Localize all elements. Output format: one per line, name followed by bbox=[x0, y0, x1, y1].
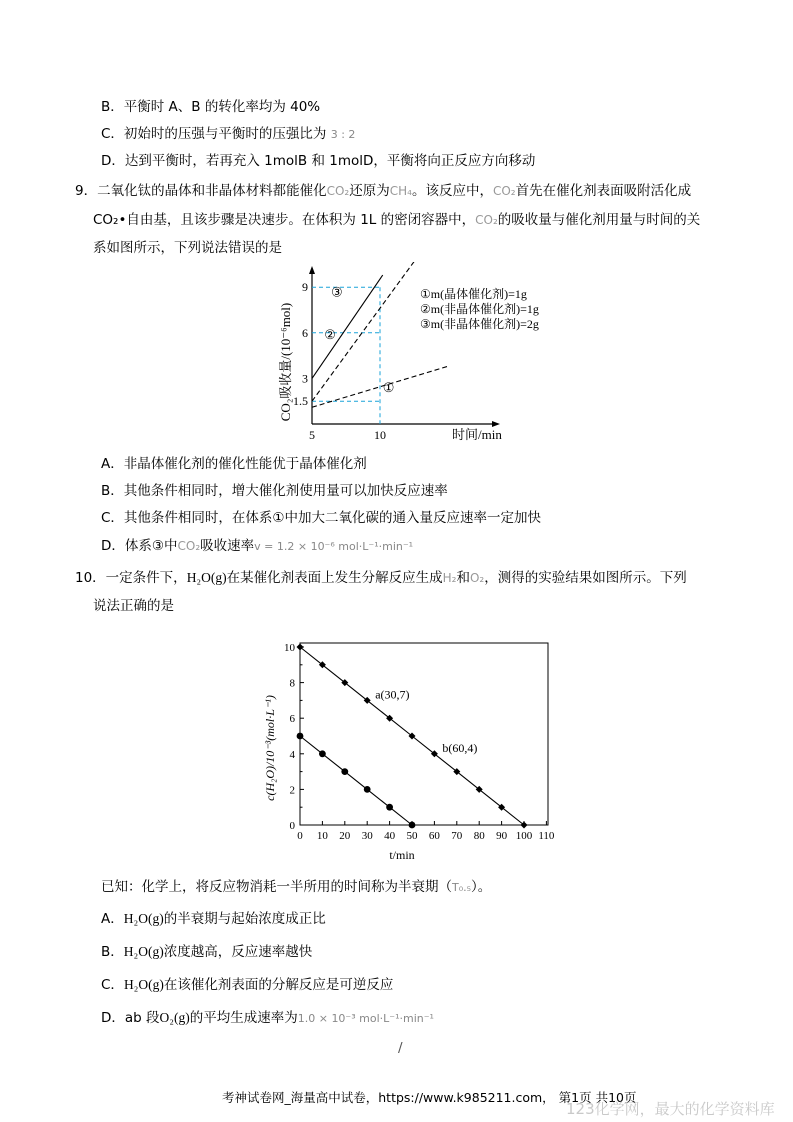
q9-option-a: A．非晶体催化剂的催化性能优于晶体催化剂 bbox=[101, 456, 367, 472]
chart1-y-arrow bbox=[309, 266, 315, 274]
chart1-series-label-2: ② bbox=[324, 326, 336, 342]
q10-stem-text: 和 bbox=[456, 570, 470, 586]
chart2-annotation-a: a(30,7) bbox=[375, 687, 410, 702]
chart1-legend-2: ②m(非晶体催化剂)=1g bbox=[420, 302, 539, 316]
q9-rate-formula: v = 1.2 × 10⁻⁶ mol·L⁻¹·min⁻¹ bbox=[254, 540, 414, 553]
chart2-point bbox=[386, 804, 393, 811]
chart1-legend-1: ①m(晶体催化剂)=1g bbox=[420, 287, 527, 301]
q10-option-d bbox=[101, 1008, 434, 1029]
chart2-x-label: t/min bbox=[389, 848, 415, 862]
chart1-series-label-3: ③ bbox=[331, 284, 343, 300]
chart1-x-tick-label: 5 bbox=[309, 428, 315, 442]
h2o-concentration-chart bbox=[262, 628, 562, 866]
q10-option-a bbox=[101, 909, 326, 929]
chart2-y-tick-label: 8 bbox=[289, 677, 295, 690]
chart1-y-tick-label: 6 bbox=[302, 325, 308, 340]
q10-option-d-prefix: D．ab 段 bbox=[101, 1010, 160, 1026]
q10-t05: T₀.₅ bbox=[452, 881, 472, 894]
chart2-x-tick-label: 90 bbox=[496, 830, 508, 842]
q8-option-d: D．达到平衡时，若再充入 1molB 和 1molD，平衡将向正反应方向移动 bbox=[101, 153, 536, 169]
chart2-x-tick-label: 60 bbox=[428, 830, 440, 842]
q9-co2: CO₂ bbox=[475, 213, 498, 227]
q9-stem-line1 bbox=[75, 181, 691, 201]
q9-stem-text: 9．二氧化钛的晶体和非晶体材料都能催化 bbox=[75, 183, 327, 199]
q8-option-b: B．平衡时 A、B 的转化率均为 40% bbox=[101, 99, 321, 115]
q8-option-c-text: C．初始时的压强与平衡时的压强比为 bbox=[101, 126, 327, 142]
chart2-frame bbox=[300, 643, 548, 825]
chart2-y-label: c(H₂O)/10⁻³(mol·L⁻¹) bbox=[263, 695, 277, 801]
chart1-y-tick-label: 1.5 bbox=[293, 394, 308, 409]
chart2-x-tick-label: 10 bbox=[316, 830, 328, 842]
chart2-y-tick-label: 2 bbox=[289, 784, 295, 797]
q9-option-d-text: D．体系③中 bbox=[101, 538, 178, 554]
chart2-y-tick-label: 0 bbox=[289, 820, 295, 832]
q8-option-c-ratio: 3 : 2 bbox=[330, 128, 356, 141]
q10-option-a-text: 的半衰期与起始浓度成正比 bbox=[163, 911, 326, 927]
q9-ch4: CH₄ bbox=[389, 184, 412, 198]
q10-o2: O₂(g) bbox=[159, 1010, 190, 1025]
q10-stem-line1 bbox=[75, 568, 687, 588]
q10-stem-text: 10．一定条件下， bbox=[75, 570, 187, 586]
chart2-point bbox=[319, 750, 326, 757]
q10-option-d-text: 的平均生成速率为 bbox=[189, 1010, 298, 1026]
q9-option-d bbox=[101, 536, 413, 557]
q9-co2: CO₂ bbox=[492, 184, 516, 198]
site-watermark: 123化学网，最大的化学资料库 bbox=[566, 1100, 775, 1118]
q9-stem-text: CO₂•自由基，且该步骤是决速步。在体积为 1L 的密闭容器中， bbox=[93, 212, 476, 228]
q10-option-c bbox=[101, 975, 393, 995]
q9-stem-line2 bbox=[93, 210, 700, 230]
q10-option-c-text: 在该催化剂表面的分解反应是可逆反应 bbox=[163, 977, 394, 993]
q10-stem-text: 在某催化剂表面上发生分解反应生成 bbox=[226, 570, 443, 586]
q10-stem-text: ，测得的实验结果如图所示。下列 bbox=[484, 570, 687, 586]
chart2-x-tick-label: 110 bbox=[538, 830, 555, 842]
chart2-point bbox=[341, 768, 348, 775]
q10-option-b bbox=[101, 942, 312, 962]
chart2-x-tick-label: 80 bbox=[473, 830, 485, 842]
q9-co2: CO₂ bbox=[177, 539, 201, 553]
chart2-x-tick-label: 70 bbox=[451, 830, 463, 842]
q10-h2: H₂ bbox=[442, 571, 457, 585]
chart1-series-line-③ bbox=[312, 275, 383, 378]
chart2-y-tick-label: 4 bbox=[289, 748, 295, 761]
q10-option-c-prefix: C． bbox=[101, 977, 124, 993]
q10-stem-line2: 说法正确的是 bbox=[93, 598, 174, 614]
chart1-x-label: 时间/min bbox=[452, 427, 502, 442]
chart2-x-tick-label: 50 bbox=[406, 830, 418, 842]
q9-option-d-text: 吸收速率 bbox=[200, 538, 255, 554]
chart2-annotation-b: b(60,4) bbox=[442, 740, 478, 755]
q9-stem-text: 首先在催化剂表面吸附活化成 bbox=[515, 183, 692, 199]
co2-absorption-chart bbox=[260, 262, 560, 452]
stray-slash: / bbox=[398, 1040, 403, 1056]
q9-stem-text: 的吸收量与催化剂用量与时间的关 bbox=[497, 212, 701, 228]
chart2-x-tick-label: 100 bbox=[515, 830, 533, 842]
chart2-x-tick-label: 40 bbox=[384, 830, 396, 842]
chart2-point bbox=[409, 822, 416, 829]
chart1-x-tick-label: 10 bbox=[374, 428, 386, 442]
q10-rate-formula: 1.0 × 10⁻³ mol·L⁻¹·min⁻¹ bbox=[297, 1012, 434, 1025]
q9-stem-text: 还原为 bbox=[349, 183, 390, 199]
q9-option-b: B．其他条件相同时，增大催化剂使用量可以加快反应速率 bbox=[101, 483, 448, 499]
q10-h2o: H₂O(g) bbox=[186, 570, 227, 585]
chart1-y-tick-label: 3 bbox=[302, 371, 308, 386]
chart2-point bbox=[364, 786, 371, 793]
q10-option-b-text: 浓度越高，反应速率越快 bbox=[163, 944, 313, 960]
q10-h2o: H₂O(g) bbox=[123, 944, 164, 959]
q10-known-text: 已知：化学上，将反应物消耗一半所用的时间称为半衰期（ bbox=[101, 879, 452, 895]
q9-stem-line3: 系如图所示，下列说法错误的是 bbox=[93, 240, 282, 256]
q10-o2: O₂ bbox=[469, 571, 485, 585]
chart2-x-tick-label: 20 bbox=[339, 830, 351, 842]
chart1-y-tick-label: 9 bbox=[302, 280, 308, 295]
chart2-point bbox=[297, 733, 304, 740]
chart2-y-tick-label: 6 bbox=[289, 713, 295, 726]
chart1-series-label-1: ① bbox=[382, 380, 395, 396]
chart2-series-line-low bbox=[300, 736, 412, 825]
q10-option-b-prefix: B． bbox=[101, 944, 124, 960]
q10-known bbox=[101, 877, 491, 898]
chart2-x-tick-label: 0 bbox=[297, 830, 303, 842]
chart2-x-tick-label: 30 bbox=[361, 830, 373, 842]
q9-stem-text: 。该反应中， bbox=[411, 183, 493, 199]
q10-h2o: H₂O(g) bbox=[123, 977, 164, 992]
chart1-legend-3: ③m(非晶体催化剂)=2g bbox=[420, 317, 539, 331]
q10-known-text: ）。 bbox=[471, 879, 492, 895]
q9-co2: CO₂ bbox=[326, 184, 350, 198]
page-footer: 考神试卷网_海量高中试卷，https://www.k985211.com， 第1页 共10页 bbox=[222, 1090, 637, 1105]
chart1-y-label: CO₂吸收量/(10⁻⁶mol) bbox=[278, 302, 293, 422]
q9-option-c: C．其他条件相同时，在体系①中加大二氧化碳的通入量反应速率一定加快 bbox=[101, 510, 542, 526]
q10-option-a-prefix: A． bbox=[101, 911, 124, 927]
q8-option-c bbox=[101, 124, 355, 145]
chart2-y-tick-label: 10 bbox=[284, 642, 295, 654]
q10-h2o: H₂O(g) bbox=[123, 911, 164, 926]
